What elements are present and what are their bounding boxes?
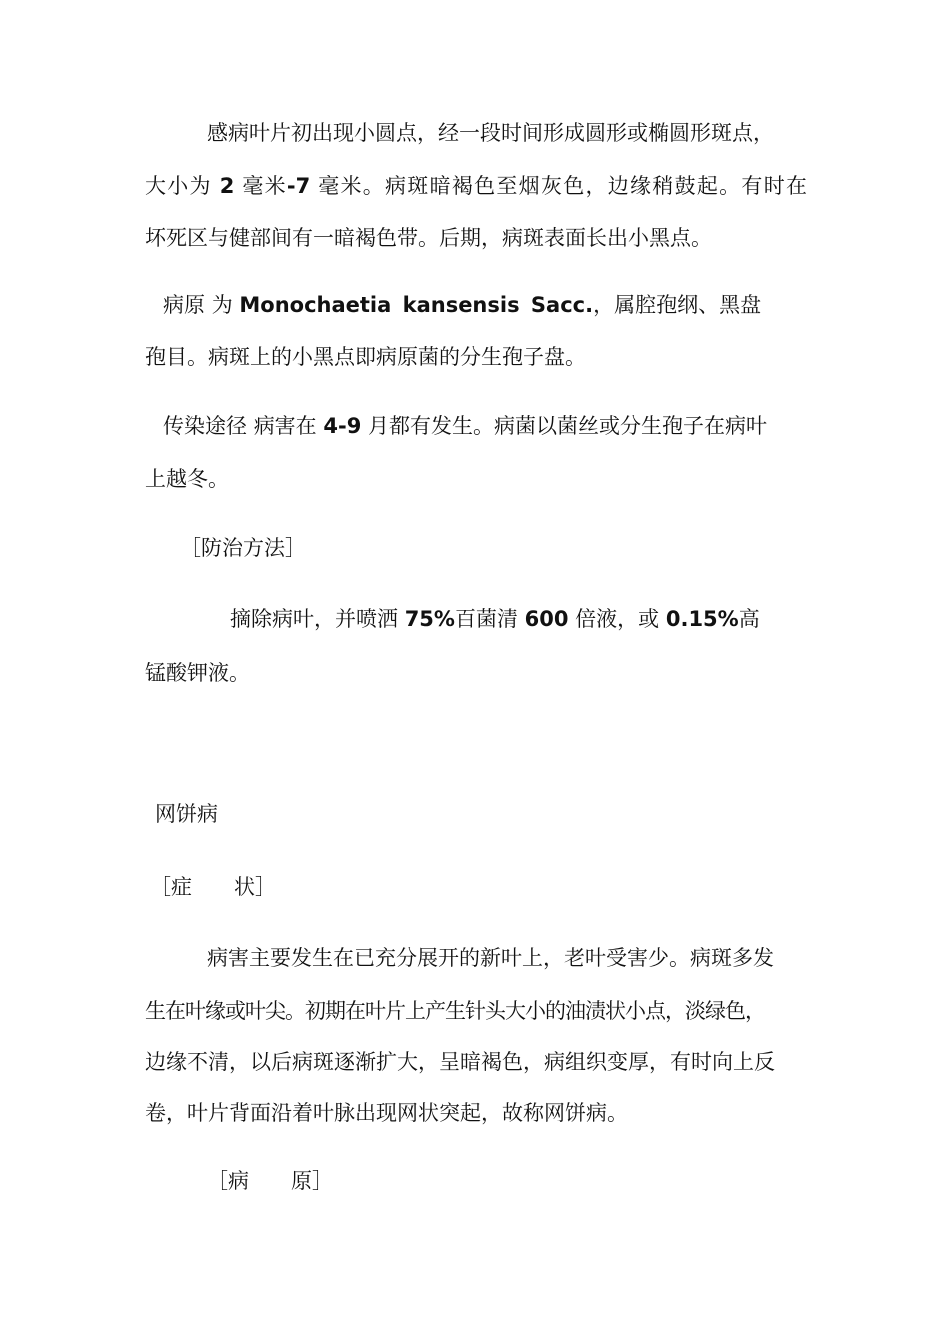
control-line-2 [145,660,825,686]
text-span: 毫米 [242,174,287,198]
size-max-value: -7 [286,174,311,198]
text-span: 高 [738,607,760,631]
text-span: 大小为 [145,174,212,198]
control-heading [180,535,860,561]
text-span: 孢目。病斑上的小黑点即病原菌的分生孢子盘。 [145,345,586,369]
text-span: 病害主要发生在已充分展开的新叶上，老叶受害少。病斑多发 [207,946,774,970]
text-span: 锰酸钾液。 [145,661,250,685]
concentration-2: 0.15% [665,607,739,631]
heading-text: ［症 状］ [150,875,276,899]
text-span: 病害在 [253,414,317,438]
text-span: 坏死区与健部间有一暗褐色带。后期，病斑表面长出小黑点。 [145,226,712,250]
symptom-line-3 [145,225,825,251]
title-text: 网饼病 [155,802,218,826]
heading-text: ［病 原］ [207,1169,333,1193]
text-span: 生在叶缘或叶尖。初期在叶片上产生针头大小的油渍状小点，淡绿色， [145,999,765,1023]
transmission-line-1 [163,413,813,439]
net-blister-line-4 [145,1100,825,1126]
transmission-line-2 [145,466,825,492]
months-range: 4-9 [323,414,362,438]
text-span: 感病叶片初出现小圆点，经一段时间形成圆形或椭圆形斑点， [207,121,774,145]
symptom-line-1 [207,120,812,146]
symptom-heading [150,874,830,900]
latin-name: Monochaetia kansensis Sacc. [239,293,594,317]
pathogen-line-2 [145,344,825,370]
concentration-1: 75% [404,607,455,631]
text-span: 边缘不清，以后病斑逐渐扩大，呈暗褐色，病组织变厚，有时向上反 [145,1050,775,1074]
net-blister-line-3 [145,1049,825,1075]
text-span: 百菌清 [454,607,518,631]
pathogen-label: 病原 [163,293,205,317]
text-span: 倍液，或 [575,607,660,631]
text-span: ，属腔孢纲、黑盘 [593,293,762,317]
text-span: 上越冬。 [145,467,229,491]
disease-title [155,801,835,827]
net-blister-line-1 [207,945,812,971]
heading-text: ［防治方法］ [180,536,306,560]
symptom-line-2 [145,173,807,199]
text-span: 摘除病叶，并喷洒 [230,607,398,631]
transmission-label: 传染途径 [163,414,247,438]
pathogen-heading [207,1168,887,1194]
text-span: 为 [211,293,233,317]
control-line-1 [230,606,810,632]
text-span: 卷，叶片背面沿着叶脉出现网状突起，故称网饼病。 [145,1101,628,1125]
size-min-value: 2 [219,174,235,198]
pathogen-line-1 [163,292,803,318]
text-span: 毫米。病斑暗褐色至烟灰色，边缘稍鼓起。有时在 [318,174,807,198]
dilution-value: 600 [524,607,569,631]
text-span: 月都有发生。病菌以菌丝或分生孢子在病叶 [368,414,768,438]
net-blister-line-2 [145,998,825,1024]
